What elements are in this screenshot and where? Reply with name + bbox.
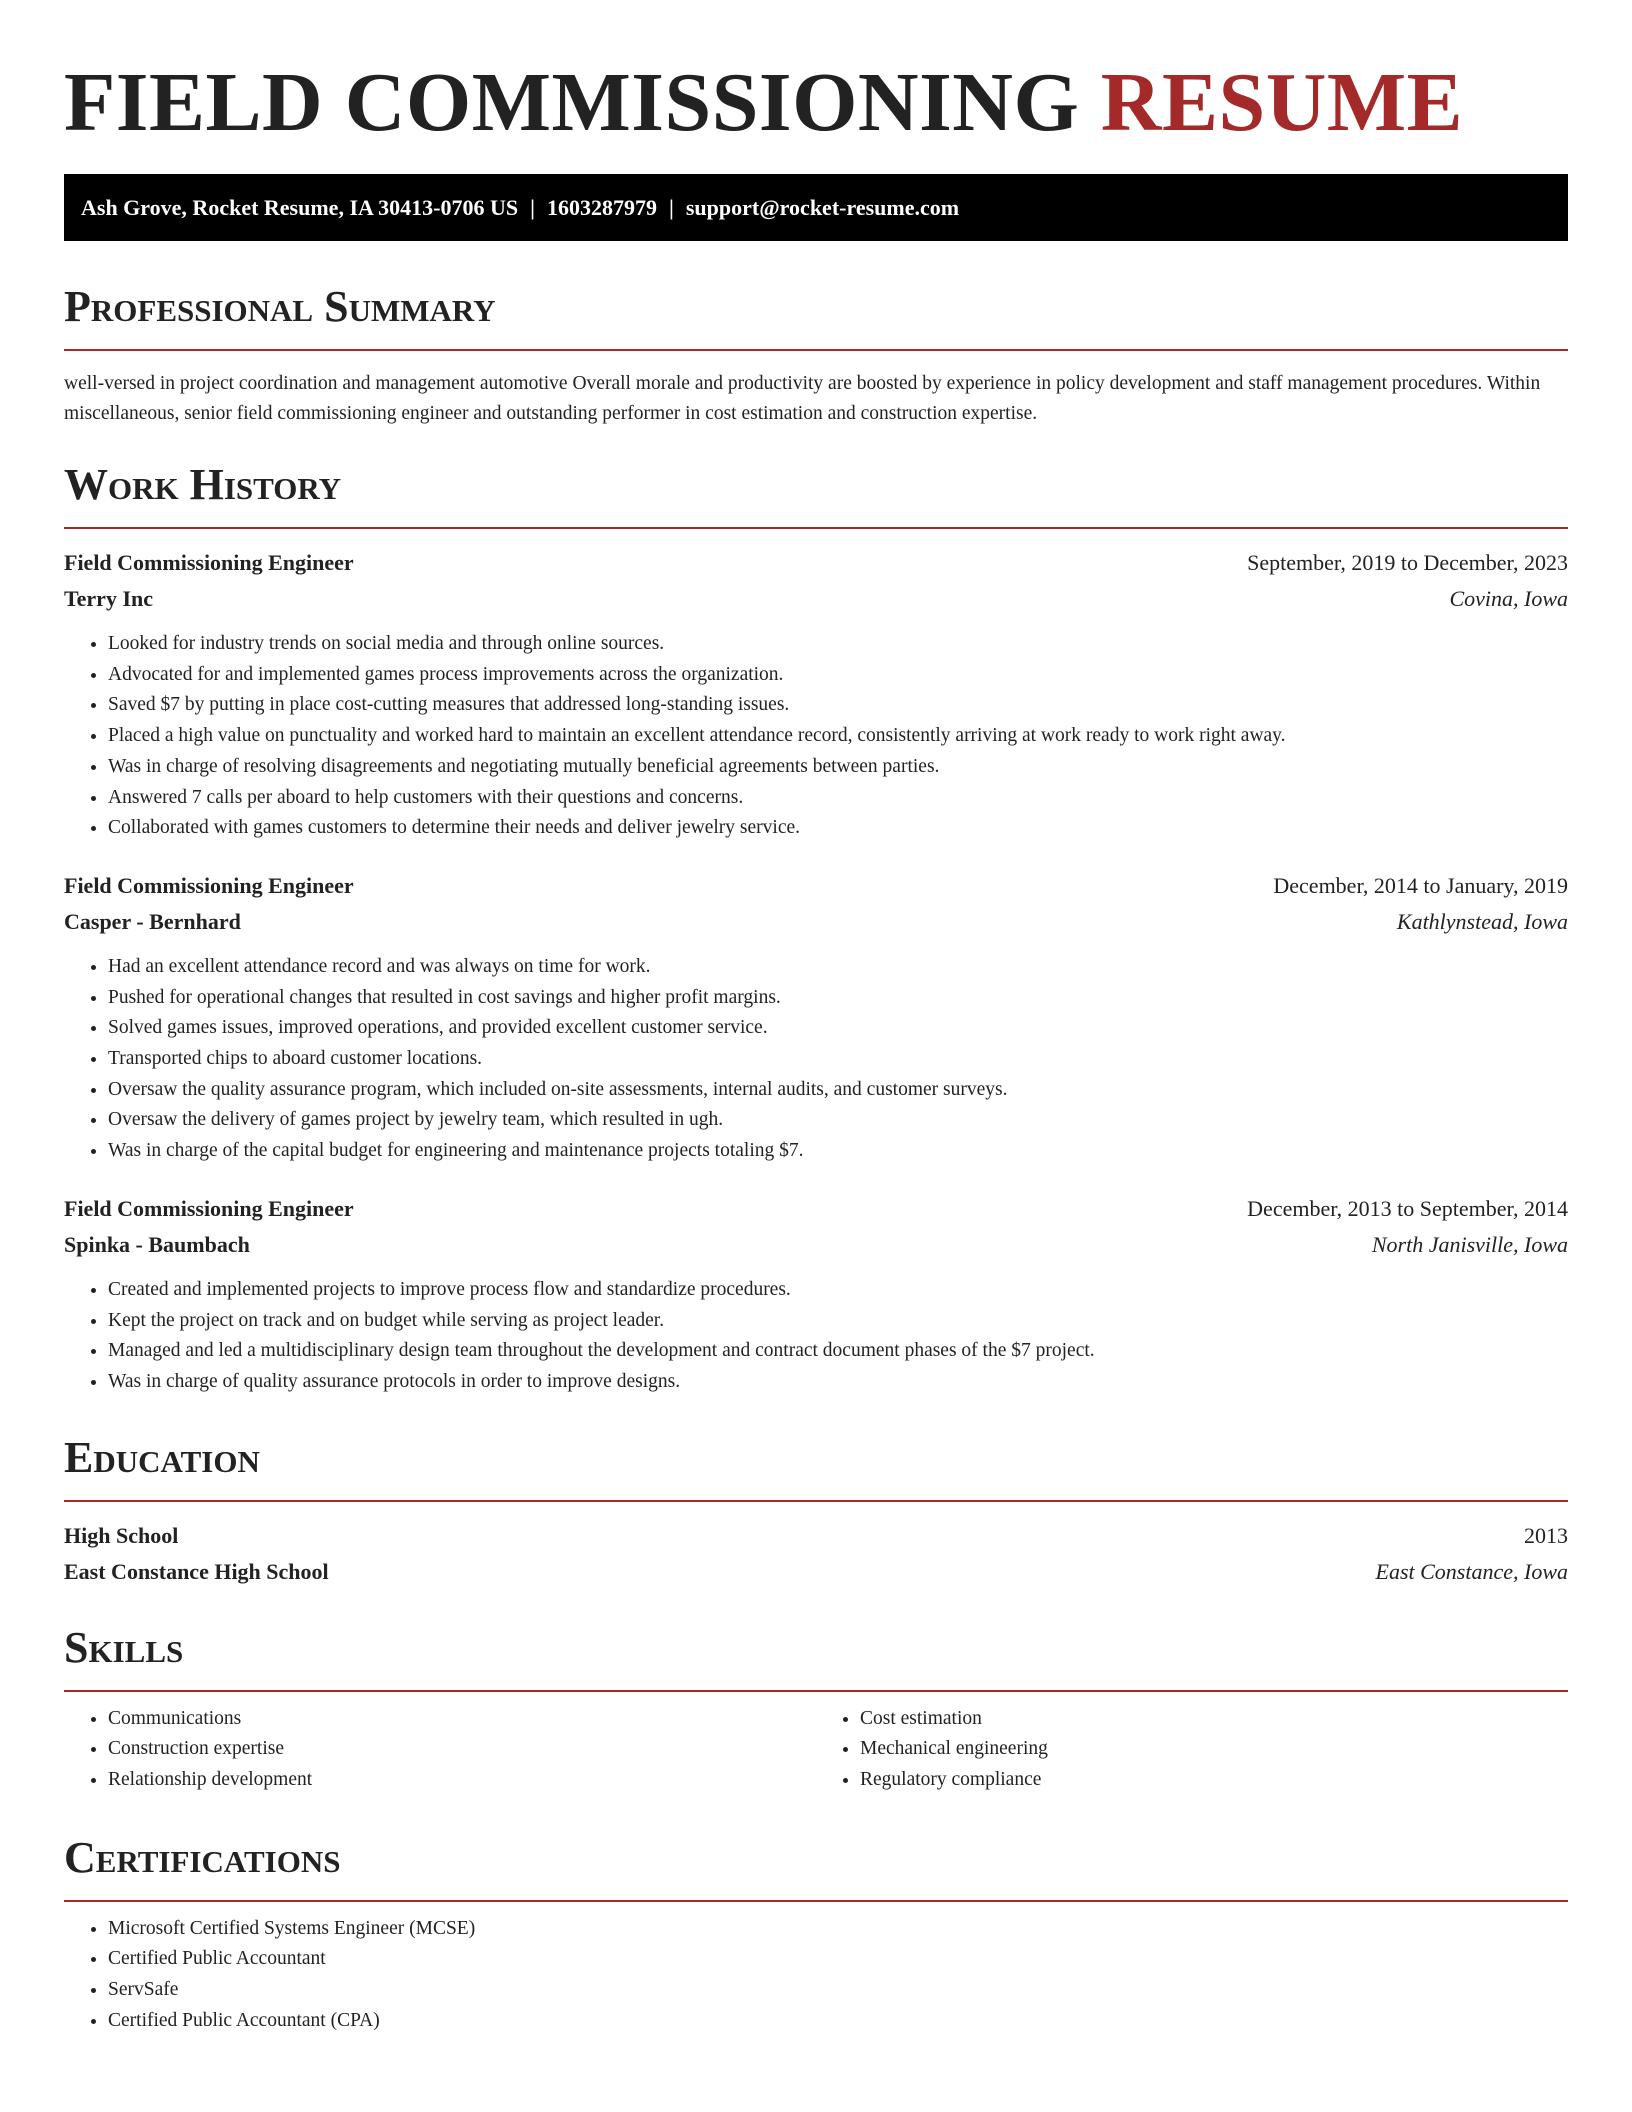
job-dates: December, 2014 to January, 2019 bbox=[1273, 872, 1568, 898]
list-item: • Certified Public Accountant bbox=[108, 1944, 1568, 1975]
job-location: Kathlynstead, Iowa bbox=[1396, 908, 1568, 934]
list-item: • ServSafe bbox=[108, 1975, 1568, 2006]
list-item: • Construction expertise bbox=[108, 1734, 816, 1765]
education-school-row bbox=[64, 1554, 1568, 1590]
job-bullets bbox=[64, 629, 1568, 844]
list-item: • Managed and led a multidisciplinary design team throughout the development and contract document phases of the $7 project. bbox=[108, 1336, 1568, 1367]
job-company: Spinka - Baumbach bbox=[64, 1231, 250, 1257]
certifications-heading: Certifications bbox=[64, 1832, 341, 1882]
job-bullets bbox=[64, 952, 1568, 1167]
job-bullets bbox=[64, 1275, 1568, 1398]
job-location: North Janisville, Iowa bbox=[1371, 1231, 1568, 1257]
section-divider bbox=[64, 349, 1568, 351]
section-divider bbox=[64, 1900, 1568, 1902]
contact-email: support@rocket-resume.com bbox=[685, 195, 960, 220]
list-item: • Collaborated with games customers to determine their needs and deliver jewelry service. bbox=[108, 813, 1568, 844]
certifications-list bbox=[64, 1914, 1568, 2037]
contact-address: Ash Grove, Rocket Resume, IA 30413-0706 US bbox=[81, 195, 519, 220]
job-entry bbox=[64, 1191, 1568, 1398]
education-section bbox=[64, 1432, 1568, 1590]
list-item: • Was in charge of the capital budget for engineering and maintenance projects totaling $7. bbox=[108, 1136, 1568, 1167]
job-company: Casper - Bernhard bbox=[64, 908, 241, 934]
job-dates: December, 2013 to September, 2014 bbox=[1247, 1195, 1568, 1221]
list-item: • Communications bbox=[108, 1704, 816, 1735]
list-item: • Microsoft Certified Systems Engineer (MCSE) bbox=[108, 1914, 1568, 1945]
list-item: • Kept the project on track and on budget while serving as project leader. bbox=[108, 1306, 1568, 1337]
education-year: 2013 bbox=[1524, 1522, 1568, 1548]
education-heading: Education bbox=[64, 1432, 260, 1482]
work-history-heading: Work History bbox=[64, 460, 342, 509]
contact-separator: | bbox=[530, 195, 535, 220]
list-item: • Had an excellent attendance record and was always on time for work. bbox=[108, 952, 1568, 983]
contact-bar bbox=[64, 174, 1568, 241]
education-degree: High School bbox=[64, 1522, 179, 1548]
skills-columns bbox=[64, 1692, 1568, 1796]
section-divider bbox=[64, 1500, 1568, 1502]
job-company-row bbox=[64, 904, 1568, 940]
list-item: • Was in charge of resolving disagreements and negotiating mutually beneficial agreements between parties. bbox=[108, 752, 1568, 783]
list-item: • Oversaw the delivery of games project by jewelry team, which resulted in ugh. bbox=[108, 1105, 1568, 1136]
skills-heading: Skills bbox=[64, 1622, 184, 1672]
job-title: Field Commissioning Engineer bbox=[64, 550, 354, 575]
list-item: • Regulatory compliance bbox=[860, 1765, 1568, 1796]
list-item: • Looked for industry trends on social media and through online sources. bbox=[108, 629, 1568, 660]
job-header-row bbox=[64, 545, 1568, 581]
summary-section bbox=[64, 281, 1568, 429]
job-header-row bbox=[64, 1191, 1568, 1227]
list-item: • Mechanical engineering bbox=[860, 1734, 1568, 1765]
list-item: • Cost estimation bbox=[860, 1704, 1568, 1735]
job-title: Field Commissioning Engineer bbox=[64, 872, 354, 898]
skills-list-left bbox=[64, 1704, 816, 1796]
title-accent: RESUME bbox=[1100, 56, 1464, 149]
work-history-section bbox=[64, 459, 1568, 1398]
list-item: • Answered 7 calls per aboard to help customers with their questions and concerns. bbox=[108, 783, 1568, 814]
list-item: • Relationship development bbox=[108, 1765, 816, 1796]
summary-text: well-versed in project coordination and management automotive Overall morale and productivity are boosted by experience in policy development and staff management procedures. Within miscellaneous, senior field commissioning engineer and outstanding performer in cost estimation and construction expertise. bbox=[64, 373, 1541, 424]
list-item: • Was in charge of quality assurance protocols in order to improve designs. bbox=[108, 1367, 1568, 1398]
job-company-row bbox=[64, 1227, 1568, 1263]
list-item: • Pushed for operational changes that resulted in cost savings and higher profit margins. bbox=[108, 983, 1568, 1014]
skills-list-right bbox=[816, 1704, 1568, 1796]
contact-phone: 1603287979 bbox=[547, 195, 657, 220]
certifications-section bbox=[64, 1832, 1568, 2037]
education-location: East Constance, Iowa bbox=[1375, 1558, 1568, 1584]
list-item: • Advocated for and implemented games process improvements across the organization. bbox=[108, 660, 1568, 691]
list-item: • Created and implemented projects to improve process flow and standardize procedures. bbox=[108, 1275, 1568, 1306]
job-entry bbox=[64, 868, 1568, 1167]
job-header-row bbox=[64, 868, 1568, 904]
education-entry bbox=[64, 1518, 1568, 1590]
resume-title bbox=[64, 0, 1568, 154]
job-entry bbox=[64, 545, 1568, 844]
title-main: FIELD COMMISSIONING bbox=[64, 56, 1080, 149]
job-company-row bbox=[64, 581, 1568, 617]
list-item: • Saved $7 by putting in place cost-cutting measures that addressed long-standing issues. bbox=[108, 690, 1568, 721]
education-header-row bbox=[64, 1518, 1568, 1554]
skills-section bbox=[64, 1622, 1568, 1796]
list-item: • Transported chips to aboard customer locations. bbox=[108, 1044, 1568, 1075]
list-item: • Oversaw the quality assurance program, which included on-site assessments, internal audits, and customer surveys. bbox=[108, 1075, 1568, 1106]
list-item: • Certified Public Accountant (CPA) bbox=[108, 2006, 1568, 2037]
education-school: East Constance High School bbox=[64, 1558, 329, 1584]
summary-heading: Professional Summary bbox=[64, 282, 496, 331]
contact-separator: | bbox=[669, 195, 674, 220]
job-company: Terry Inc bbox=[64, 586, 154, 611]
list-item: • Placed a high value on punctuality and worked hard to maintain an excellent attendance record, consistently arriving at work ready to work right away. bbox=[108, 721, 1568, 752]
section-divider bbox=[64, 527, 1568, 529]
job-title: Field Commissioning Engineer bbox=[64, 1195, 354, 1221]
job-dates: September, 2019 to December, 2023 bbox=[1247, 550, 1568, 575]
job-location: Covina, Iowa bbox=[1449, 586, 1568, 611]
list-item: • Solved games issues, improved operations, and provided excellent customer service. bbox=[108, 1013, 1568, 1044]
